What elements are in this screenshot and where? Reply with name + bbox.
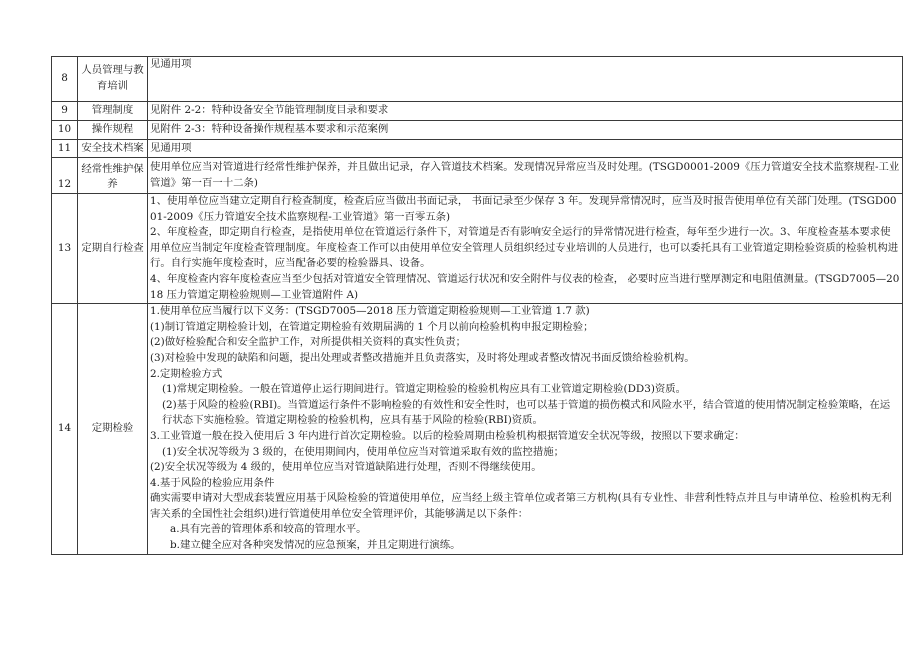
content-line: (2)做好检验配合和安全监护工作，对所提供相关资料的真实性负责； (150, 336, 467, 349)
content-line: 4、年度检查内容年度检查应当至少包括对管道安全管理情况、管道运行状况和安全附件与仪表的检查， 必要时应当进行壁厚测定和电阻值测量。(TSGD7005—2018 压力管道定期检验规则—工业管道附件 A) (150, 272, 900, 301)
content-line: (1)安全状况等级为 3 级的，在使用期间内，使用单位应当对管道采取有效的监控措施； (162, 445, 564, 458)
row-category: 经常性维护保养 (78, 158, 148, 194)
row-category: 定期自行检查 (78, 194, 148, 304)
row-number: 9 (52, 102, 78, 121)
row-number: 13 (52, 194, 78, 304)
table-row (52, 194, 903, 304)
content-line: 见附件 2-2：特种设备安全节能管理制度目录和要求 (150, 104, 389, 117)
row-category: 人员管理与教育培训 (78, 57, 148, 102)
content-line: 1、使用单位应当建立定期自行检查制度，检查后应当做出书面记录， 书面记录至少保存 3 年。发现异常情况时，应当及时报告使用单位有关部门处理。(TSGD0001-2009《压力管道安全技术监察规程-工业管道》第一百零五条) (150, 195, 897, 223)
content-line: 使用单位应当对管道进行经常性维护保养，并且做出记录，存入管道技术档案。发现情况异常应当及时处理。(TSGD0001-2009《压力管道安全技术监察规程-工业管道》第一百一十二条) (150, 160, 900, 189)
row-category: 管理制度 (78, 102, 148, 121)
row-content (148, 140, 903, 158)
content-line: 2、年度检查，即定期自行检查，是指使用单位在管道运行条件下，对管道是否有影响安全运行的异常情况进行检查，每年至少进行一次。3、年度检查基本要求使用单位应当制定年度检查管理制度。年度检查工作可以由使用单位安全管理人员组织经过专业培训的人员进行，也可以委托具有工业管道定期检验资质的检验机构进行。自行实施年度检查时，应当配备必要的检验器具、设备。 (150, 226, 899, 270)
content-line: (3)对检验中发现的缺陷和问题，提出处理或者整改措施并且负责落实，及时将处理或者整改情况书面反馈给检验机构。 (150, 351, 695, 364)
row-number: 14 (52, 304, 78, 555)
row-content (148, 304, 903, 555)
table-row (52, 304, 903, 555)
content-line: (1)制订管道定期检验计划，在管道定期检验有效期届满的 1 个月以前向检验机构申报定期检验； (150, 320, 594, 333)
row-category: 安全技术档案 (78, 140, 148, 158)
row-content (148, 102, 903, 121)
content-line: b.建立健全应对各种突发情况的应急预案，并且定期进行演练。 (170, 539, 461, 552)
row-number: 11 (52, 140, 78, 158)
content-line: 1.使用单位应当履行以下义务：(TSGD7005—2018 压力管道定期检验规则—工业管道 1.7 款) (150, 305, 590, 318)
content-line: 3.工业管道一般在投入使用后 3 年内进行首次定期检验。以后的检验周期由检验机构根据管道安全状况等级，按照以下要求确定： (150, 429, 745, 442)
regulation-table (51, 56, 903, 555)
row-content (148, 158, 903, 194)
content-line: (1)常规定期检验。一般在管道停止运行期间进行。管道定期检验的检验机构应具有工业管道定期检验(DD3)资质。 (162, 383, 687, 396)
row-number: 10 (52, 121, 78, 140)
content-line: 确实需要申请对大型成套装置应用基于风险检验的管道使用单位，应当经上级主管单位或者第三方机构(具有专业性、非营利性特点并且与申请单位、检验机构无利害关系的全国性社会组织)进行管道使用单位安全管理评价，其能够满足以下条件： (150, 492, 892, 520)
content-line: a.具有完善的管理体系和较高的管理水平。 (170, 523, 367, 536)
row-content (148, 121, 903, 140)
table-row (52, 102, 903, 121)
table-row (52, 140, 903, 158)
row-content (148, 194, 903, 304)
content-line: 4.基于风险的检验应用条件 (150, 476, 275, 489)
content-line: 见通用项 (150, 141, 192, 154)
content-line: 2.定期检验方式 (150, 367, 223, 380)
row-category: 定期检验 (78, 304, 148, 555)
content-line: (2)基于风险的检验(RBI)。当管道运行条件不影响检验的有效性和安全性时，也可以基于管道的损伤模式和风险水平，结合管道的使用情况制定检验策略，在运行状态下实施检验。管道定期检验的检验机构，应具有基于风险的检验(RBI)资质。 (162, 398, 891, 427)
table-row (52, 158, 903, 194)
table-row (52, 121, 903, 140)
content-line: (2)安全状况等级为 4 级的，使用单位应当对管道缺陷进行处理，否则不得继续使用。 (150, 461, 542, 474)
row-content (148, 57, 903, 102)
table-row (52, 57, 903, 102)
row-number: 12 (52, 158, 78, 194)
row-category: 操作规程 (78, 121, 148, 140)
content-line: 见通用项 (150, 58, 192, 70)
content-line: 见附件 2-3：特种设备操作规程基本要求和示范案例 (150, 123, 389, 136)
row-number: 8 (52, 57, 78, 102)
